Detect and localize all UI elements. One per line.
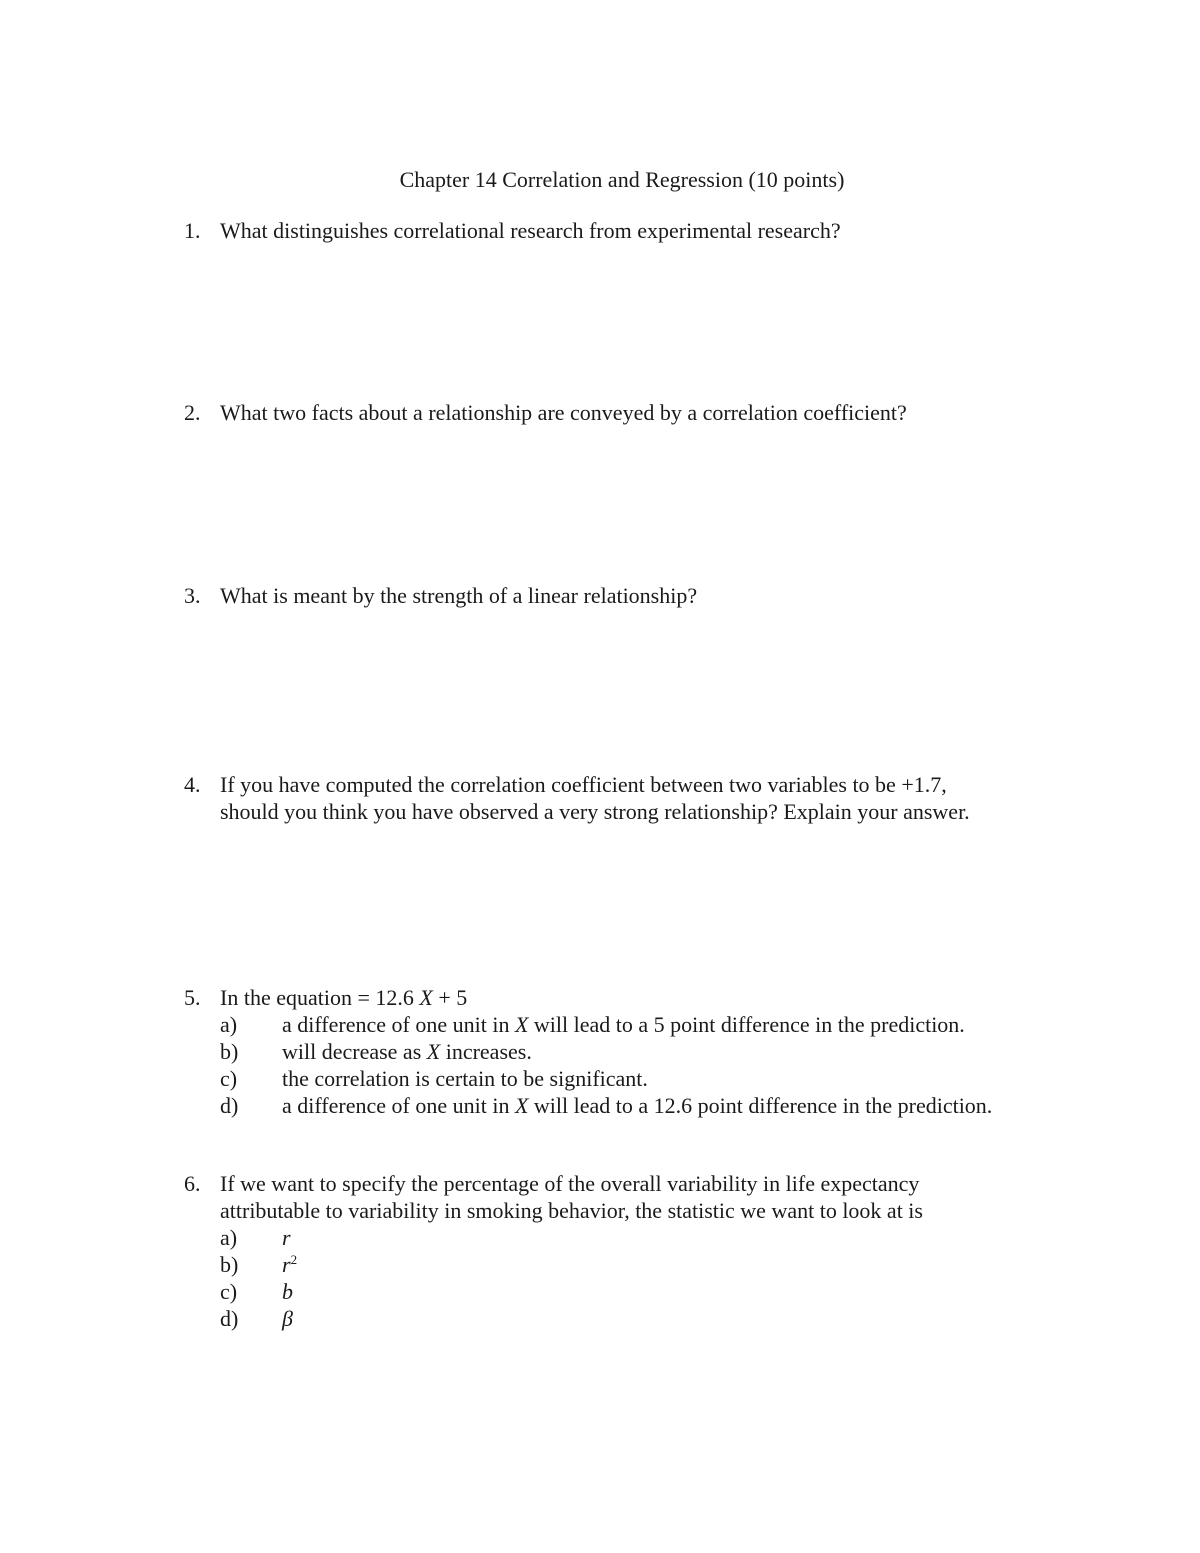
question-number: 6. [184, 1171, 201, 1196]
option-text [282, 1092, 992, 1119]
question-number: 1. [184, 218, 201, 243]
option-variable: X [514, 1012, 529, 1037]
question-text [220, 771, 1080, 825]
question-line [220, 984, 1080, 1011]
answer-option-a [220, 1224, 1080, 1251]
option-text-pre: a difference of one unit in [282, 1093, 515, 1118]
option-text-pre: the correlation is certain to be significant. [282, 1066, 648, 1091]
option-text [282, 1251, 297, 1278]
answer-option-b [220, 1038, 1080, 1065]
question-line: What is meant by the strength of a linear relationship? [220, 583, 698, 608]
answer-options [220, 1011, 1080, 1119]
equation-suffix: + 5 [432, 985, 468, 1010]
option-symbol: β [282, 1306, 293, 1331]
question-number: 2. [184, 400, 201, 425]
question-line: If you have computed the correlation coefficient between two variables to be +1.7, [220, 772, 947, 797]
question-line: should you think you have observed a very strong relationship? Explain your answer. [220, 799, 970, 824]
question-text [220, 217, 1080, 244]
option-symbol: b [282, 1279, 293, 1304]
option-variable: X [514, 1093, 529, 1118]
question-line: What distinguishes correlational research from experimental research? [220, 218, 841, 243]
option-letter: b) [220, 1039, 239, 1064]
option-text [282, 1038, 532, 1065]
question-line: If we want to specify the percentage of the overall variability in life expectancy [220, 1171, 920, 1196]
answer-option-d [220, 1092, 1080, 1119]
question-text [220, 984, 1080, 1011]
option-superscript: 2 [290, 1252, 298, 1267]
answer-option-c [220, 1278, 1080, 1305]
question-number: 4. [184, 772, 201, 797]
option-letter: d) [220, 1306, 239, 1331]
question-number: 3. [184, 583, 201, 608]
question-number: 5. [184, 985, 201, 1010]
question-text [220, 399, 1080, 426]
equation-prefix: In the equation = 12.6 [220, 985, 420, 1010]
option-text [282, 1011, 965, 1038]
option-variable: X [426, 1039, 441, 1064]
option-text [282, 1065, 648, 1092]
answer-option-a [220, 1011, 1080, 1038]
equation-variable: X [419, 985, 433, 1010]
option-letter: a) [220, 1012, 238, 1037]
option-text-pre: a difference of one unit in [282, 1012, 515, 1037]
answer-option-b [220, 1251, 1080, 1278]
option-letter: c) [220, 1279, 238, 1304]
answer-option-d [220, 1305, 1080, 1332]
option-symbol: r [282, 1252, 291, 1277]
answer-option-c [220, 1065, 1080, 1092]
option-text-pre: will decrease as [282, 1039, 427, 1064]
option-letter: b) [220, 1252, 239, 1277]
answer-options [220, 1224, 1080, 1332]
question-line: What two facts about a relationship are conveyed by a correlation coefficient? [220, 400, 907, 425]
option-letter: d) [220, 1093, 239, 1118]
option-text-post: will lead to a 5 point difference in the prediction. [528, 1012, 965, 1037]
question-text [220, 582, 1080, 609]
question-text [220, 1170, 1080, 1224]
option-text-post: increases. [440, 1039, 532, 1064]
question-line: attributable to variability in smoking behavior, the statistic we want to look at is [220, 1198, 923, 1223]
option-letter: c) [220, 1066, 238, 1091]
option-letter: a) [220, 1225, 238, 1250]
page-title: Chapter 14 Correlation and Regression (10 points) [399, 167, 845, 192]
option-symbol: r [282, 1225, 291, 1250]
option-text-post: will lead to a 12.6 point difference in the prediction. [528, 1093, 993, 1118]
